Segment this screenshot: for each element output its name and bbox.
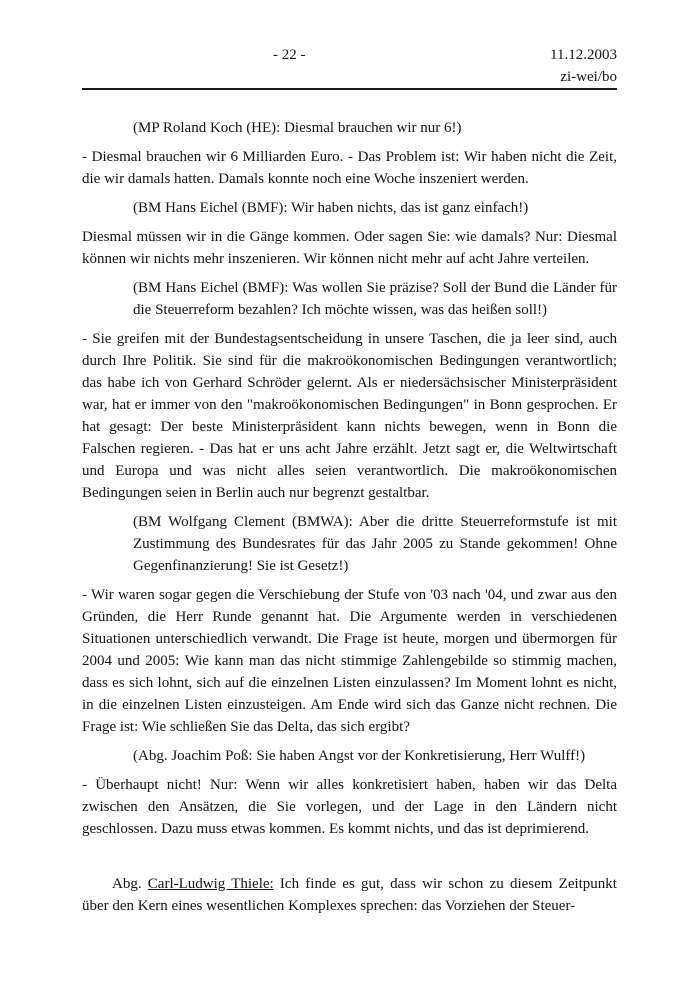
transcript-body (82, 117, 617, 917)
speech-paragraph: - Wir waren sogar gegen die Verschiebung der Stufe von '03 nach '04, und zwar aus den Gründen, die Herr Runde genannt hat. Die Argumente werden in verschiedenen Situationen unterschiedlich verwandt. Die Frage ist heute, morgen und übermorgen für 2004 und 2005: Wie kann man das nicht stimmige Zahlengebilde so stimmig machen, dass es sich lohnt, sich auf die einzelnen Listen einzulassen? Im Moment lohnt es nicht, in die einzelnen Listen einzusteigen. Am Ende wird sich das Ganze nicht rechnen. Die Frage ist: Wie schließen Sie das Delta, das sich ergibt? (82, 587, 617, 735)
closing-text: Ich finde es gut, dass wir schon zu diesem Zeitpunkt über den Kern eines wesentlichen Komplexes sprechen: das Vorziehen der Steuer- (82, 876, 617, 914)
speech-paragraph: - Diesmal brauchen wir 6 Milliarden Euro. - Das Problem ist: Wir haben nicht die Zeit, die wir damals hatten. Damals konnte noch eine Woche inszeniert werden. (82, 149, 617, 187)
interjection-block: (MP Roland Koch (HE): Diesmal brauchen wir nur 6!) (133, 120, 462, 136)
page-number: - 22 - (273, 47, 306, 63)
interjection-block: (BM Hans Eichel (BMF): Wir haben nichts, das ist ganz einfach!) (133, 200, 529, 216)
speaker-prefix: Abg. (112, 876, 148, 892)
header-meta (550, 44, 617, 88)
page-header (82, 44, 617, 88)
interjection-block: (Abg. Joachim Poß: Sie haben Angst vor der Konkretisierung, Herr Wulff!) (133, 748, 586, 764)
speech-paragraph: - Überhaupt nicht! Nur: Wenn wir alles konkretisiert haben, haben wir das Delta zwischen den Ansätzen, die Sie vorlegen, und der Lage in den Ländern nicht geschlossen. Dazu muss etwas kommen. Es kommt nichts, und das ist deprimierend. (82, 777, 617, 837)
speech-paragraph: Diesmal müssen wir in die Gänge kommen. Oder sagen Sie: wie damals? Nur: Diesmal können wir nichts mehr inszenieren. Wir können nicht mehr auf acht Jahre verteilen. (82, 229, 617, 267)
speaker-name: Carl-Ludwig Thiele: (147, 876, 274, 892)
header-rule (82, 88, 617, 90)
closing-speech (82, 873, 617, 917)
speech-paragraph: - Sie greifen mit der Bundestagsentscheidung in unsere Taschen, die ja leer sind, auch durch Ihre Politik. Sie sind für die makroökonomischen Bedingungen verantwortlich; das habe ich von Gerhard Schröder gelernt. Als er niedersächsischer Ministerpräsident war, hat er immer von den "makroökonomischen Bedingungen" in Bonn gesprochen. Er hat gesagt: Der beste Ministerpräsident kann nichts bewegen, wenn in Bonn die Falschen regieren. - Das hat er uns acht Jahre erzählt. Jetzt sagt er, die Weltwirtschaft und Europa und was nicht alles seien verantwortlich. Die makroökonomischen Bedingungen seien in Berlin auch nur begrenzt gestaltbar. (82, 331, 617, 501)
doc-date: 11.12.2003 (550, 47, 617, 63)
doc-reference: zi-wei/bo (560, 69, 617, 85)
interjection-block: (BM Hans Eichel (BMF): Was wollen Sie präzise? Soll der Bund die Länder für die Steuerreform bezahlen? Ich möchte wissen, was das heißen soll!) (133, 280, 617, 318)
interjection-block: (BM Wolfgang Clement (BMWA): Aber die dritte Steuerreformstufe ist mit Zustimmung des Bundesrates für das Jahr 2005 zu Stande gekommen! Ohne Gegenfinanzierung! Sie ist Gesetz!) (133, 514, 617, 574)
